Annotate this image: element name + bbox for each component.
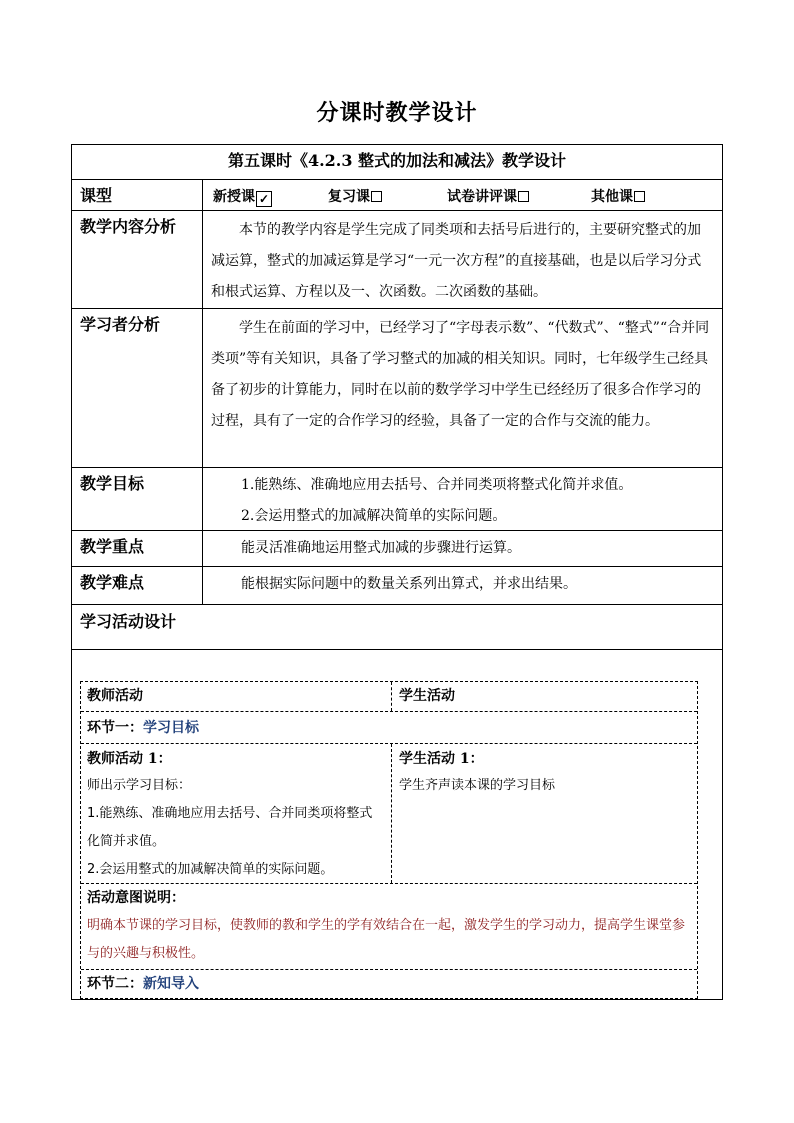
option-exam-review-lesson[interactable] bbox=[447, 182, 529, 213]
content-analysis-text: 本节的教学内容是学生完成了同类项和去括号后进行的，主要研究整式的加减运算，整式的加减运算是学习“一元一次方程”的直接基础，也是以后学习分式和根式运算、方程以及一、次函数。二次函数的基础。 bbox=[211, 222, 702, 300]
section1-row bbox=[81, 712, 697, 744]
difficult-points-label: 教学难点 bbox=[72, 567, 203, 604]
section2-row bbox=[81, 970, 697, 998]
lesson-title-row bbox=[72, 145, 722, 180]
option-other-lesson-label: 其他课 bbox=[591, 189, 633, 205]
teaching-goals-row bbox=[72, 468, 722, 531]
lesson-plan-table bbox=[71, 144, 723, 1000]
checkbox-icon bbox=[371, 191, 382, 202]
section2-label: 环节二： bbox=[87, 976, 143, 992]
teaching-goals-list bbox=[203, 468, 722, 530]
learner-analysis-label: 学习者分析 bbox=[72, 309, 203, 467]
intent-title: 活动意图说明： bbox=[87, 890, 185, 906]
difficult-points-text: 能根据实际问题中的数量关系列出算式，并求出结果。 bbox=[241, 576, 577, 592]
option-review-lesson[interactable] bbox=[328, 182, 382, 213]
option-new-lesson-label: 新授课 bbox=[213, 189, 255, 205]
key-points-row bbox=[72, 531, 722, 567]
checked-box-icon: ✓ bbox=[256, 191, 272, 207]
section2-name: 新知导入 bbox=[143, 976, 199, 992]
activity-design-title: 学习活动设计 bbox=[80, 612, 177, 631]
section1-name: 学习目标 bbox=[143, 720, 199, 736]
activity-header-row bbox=[81, 682, 697, 712]
key-points-label: 教学重点 bbox=[72, 531, 203, 566]
activity1-row bbox=[81, 744, 697, 884]
lesson-type-row bbox=[72, 180, 722, 211]
student-activity-title: 学生活动 1： bbox=[399, 751, 484, 767]
section1-heading bbox=[87, 717, 199, 737]
intent-text: 明确本节课的学习目标，使教师的教和学生的学有效结合在一起，激发学生的学习动力，提高学生课堂参与的兴趣与积极性。 bbox=[87, 918, 686, 961]
section2-heading bbox=[87, 973, 199, 993]
section1-label: 环节一： bbox=[87, 720, 143, 736]
teacher-activity-title: 教师活动 1： bbox=[87, 751, 172, 767]
teacher-activity-header: 教师活动 bbox=[87, 688, 143, 704]
lesson-type-options bbox=[203, 180, 722, 210]
column-divider bbox=[391, 682, 392, 711]
option-review-lesson-label: 复习课 bbox=[328, 189, 370, 205]
goal-item: 1.能熟练、准确地应用去括号、合并同类项将整式化简并求值。 bbox=[241, 477, 633, 493]
option-exam-review-lesson-label: 试卷讲评课 bbox=[447, 189, 517, 205]
teaching-goals-label: 教学目标 bbox=[72, 468, 203, 530]
teacher-activity-body bbox=[87, 772, 385, 884]
teacher-activity-line: 2.会运用整式的加减解决简单的实际问题。 bbox=[87, 862, 334, 877]
student-activity-body bbox=[399, 772, 689, 800]
checkbox-icon bbox=[634, 191, 645, 202]
checkbox-icon bbox=[518, 191, 529, 202]
content-analysis-row bbox=[72, 211, 722, 309]
teacher-activity-line: 师出示学习目标： bbox=[87, 778, 192, 793]
student-activity-header: 学生活动 bbox=[399, 688, 455, 704]
content-analysis-label: 教学内容分析 bbox=[72, 211, 203, 308]
learner-analysis-row bbox=[72, 309, 722, 468]
student-activity-line: 学生齐声读本课的学习目标 bbox=[399, 778, 556, 793]
key-points-text: 能灵活准确地运用整式加减的步骤进行运算。 bbox=[241, 540, 521, 556]
activity-table bbox=[80, 681, 698, 999]
goal-item: 2.会运用整式的加减解决简单的实际问题。 bbox=[241, 508, 507, 524]
learner-analysis-text: 学生在前面的学习中，已经学习了“字母表示数”、“代数式”、“整式”“合并同类项”等有关知识，具备了学习整式的加减的相关知识。同时，七年级学生己经具备了初步的计算能力，同时在以前的数学学习中学生已经经历了很多合作学习的过程，具有了一定的合作学习的经验，具备了一定的合作与交流的能力。 bbox=[211, 320, 710, 429]
column-divider bbox=[391, 744, 392, 883]
lesson-title: 第五课时《4.2.3 整式的加法和减法》教学设计 bbox=[227, 151, 567, 170]
intent-row bbox=[81, 884, 697, 970]
lesson-type-label: 课型 bbox=[72, 180, 203, 210]
page-title: 分课时教学设计 bbox=[316, 100, 478, 126]
teacher-activity-line: 1.能熟练、准确地应用去括号、合并同类项将整式化简并求值。 bbox=[87, 806, 373, 849]
option-other-lesson[interactable] bbox=[591, 182, 645, 213]
activity-design-row bbox=[72, 605, 722, 650]
option-new-lesson[interactable] bbox=[213, 182, 272, 213]
difficult-points-row bbox=[72, 567, 722, 605]
